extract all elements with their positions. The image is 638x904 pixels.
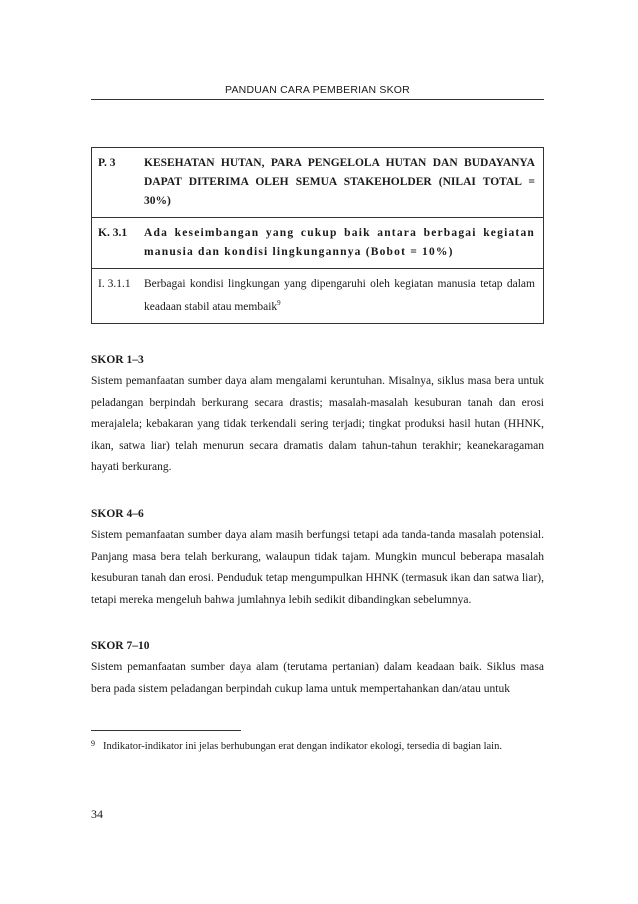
footnote-text: Indikator-indikator ini jelas berhubungan erat dengan indikator ekologi, tersedia di bagian lain. xyxy=(103,741,502,752)
running-header: PANDUAN CARA PEMBERIAN SKOR xyxy=(225,84,410,96)
principle-text: KESEHATAN HUTAN, PARA PENGELOLA HUTAN DAN BUDAYANYA DAPAT DITERIMA OLEH SEMUA STAKEHOLDER (NILAI TOTAL = 30%) xyxy=(144,157,535,207)
principle-code: P. 3 xyxy=(98,157,116,169)
footnote xyxy=(91,738,544,755)
indicator-row xyxy=(92,268,543,323)
section-heading: SKOR 1–3 xyxy=(91,354,144,366)
header-divider xyxy=(91,99,544,100)
section-body: Sistem pemanfaatan sumber daya alam masih berfungsi tetapi ada tanda-tanda masalah potensial. Panjang masa bera telah berkurang, walaupun tidak tajam. Mungkin muncul beberapa masalah kesuburan tanah dan erosi. Penduduk tetap mengumpulkan HHNK (termasuk ikan dan satwa liar), tetapi mereka mengeluh bahwa jumlahnya lebih sedikit dibandingkan sebelumnya. xyxy=(91,529,544,606)
indicator-code: I. 3.1.1 xyxy=(98,278,131,290)
section-body: Sistem pemanfaatan sumber daya alam mengalami keruntuhan. Misalnya, siklus masa bera untuk peladangan berpindah berkurang secara drastis; masalah-masalah kesuburan tanah dan erosi merajalela; kebakaran yang tidak terkendali sering terjadi; tingkat produksi hasil hutan (HHNK, ikan, satwa liar) telah menurun secara dramatis dalam tahun-tahun terakhir; keanekaragaman hayati berkurang. xyxy=(91,375,544,473)
section-heading: SKOR 4–6 xyxy=(91,508,144,520)
criterion-text: Ada keseimbangan yang cukup baik antara berbagai kegiatan manusia dan kondisi lingkungannya (Bobot = 10%) xyxy=(144,227,535,258)
criteria-table xyxy=(91,147,544,324)
footnote-divider xyxy=(91,730,241,731)
page-number: 34 xyxy=(91,807,103,821)
indicator-text-wrap xyxy=(144,275,535,317)
footnote-ref: 9 xyxy=(277,299,281,307)
score-section-4-6 xyxy=(91,504,544,611)
indicator-text: Berbagai kondisi lingkungan yang dipengaruhi oleh kegiatan manusia tetap dalam keadaan stabil atau membaik xyxy=(144,278,535,313)
score-section-7-10 xyxy=(91,636,544,700)
score-section-1-3 xyxy=(91,350,544,479)
criterion-code: K. 3.1 xyxy=(98,227,128,239)
section-heading: SKOR 7–10 xyxy=(91,640,150,652)
principle-row xyxy=(92,148,543,217)
section-body: Sistem pemanfaatan sumber daya alam (terutama pertanian) dalam keadaan baik. Siklus masa bera pada sistem peladangan berpindah cukup lama untuk mempertahankan dan/atau untuk xyxy=(91,661,544,695)
criterion-row xyxy=(92,217,543,268)
footnote-mark: 9 xyxy=(91,739,95,748)
